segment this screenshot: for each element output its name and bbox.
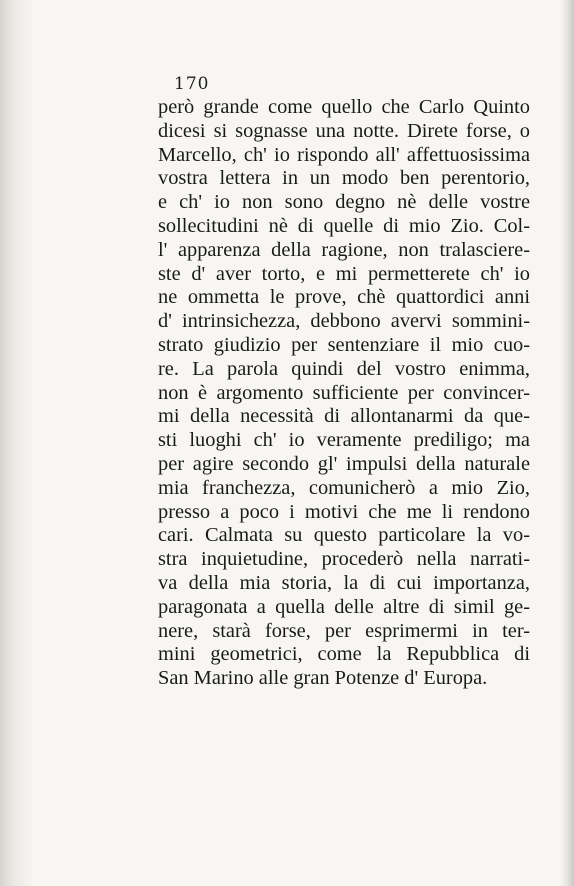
- text-line: strato giudizio per sentenziare il mio cuo-: [158, 333, 530, 356]
- text-line: cari. Calmata su questo particolare la vo-: [158, 524, 530, 547]
- text-line: mini geometrici, come la Repubblica di: [158, 643, 530, 666]
- text-line: mi della necessità di allontanarmi da que-: [158, 405, 530, 428]
- page-edge: [560, 0, 574, 886]
- text-line: mia franchezza, comunicherò a mio Zio,: [158, 476, 530, 499]
- text-line: però grande come quello che Carlo Quinto: [158, 96, 530, 118]
- text-line: nere, starà forse, per esprimermi in ter-: [158, 619, 530, 642]
- text-line: ne ommetta le prove, chè quattordici anni: [158, 286, 530, 309]
- text-line: Marcello, ch' io rispondo all' affettuosissima: [158, 143, 530, 166]
- text-line: presso a poco i motivi che me li rendono: [158, 500, 530, 523]
- text-line: l' apparenza della ragione, non tralasciere-: [158, 238, 530, 261]
- page-number: 170: [174, 74, 210, 94]
- text-line: e ch' io non sono degno nè delle vostre: [158, 191, 530, 214]
- text-line: sti luoghi ch' io veramente prediligo; ma: [158, 429, 530, 452]
- text-line: ste d' aver torto, e mi permetterete ch' io: [158, 262, 530, 285]
- text-line: dicesi si sognasse una notte. Direte forse, o: [158, 119, 530, 142]
- text-line: re. La parola quindi del vostro enimma,: [158, 357, 530, 380]
- text-line: paragonata a quella delle altre di simil ge-: [158, 595, 530, 618]
- text-line: stra inquietudine, procederò nella narrati-: [158, 548, 530, 571]
- binding-shadow: [0, 0, 34, 886]
- text-line: per agire secondo gl' impulsi della naturale: [158, 452, 530, 475]
- body-text: [158, 96, 530, 691]
- text-line: sollecitudini nè di quelle di mio Zio. Col-: [158, 214, 530, 237]
- text-line: d' intrinsichezza, debbono avervi sommini-: [158, 310, 530, 333]
- text-line: va della mia storia, la di cui importanza,: [158, 571, 530, 594]
- text-line: San Marino alle gran Potenze d' Europa.: [158, 667, 488, 690]
- text-line: vostra lettera in un modo ben perentorio,: [158, 167, 530, 190]
- text-line: non è argomento sufficiente per convincer-: [158, 381, 530, 404]
